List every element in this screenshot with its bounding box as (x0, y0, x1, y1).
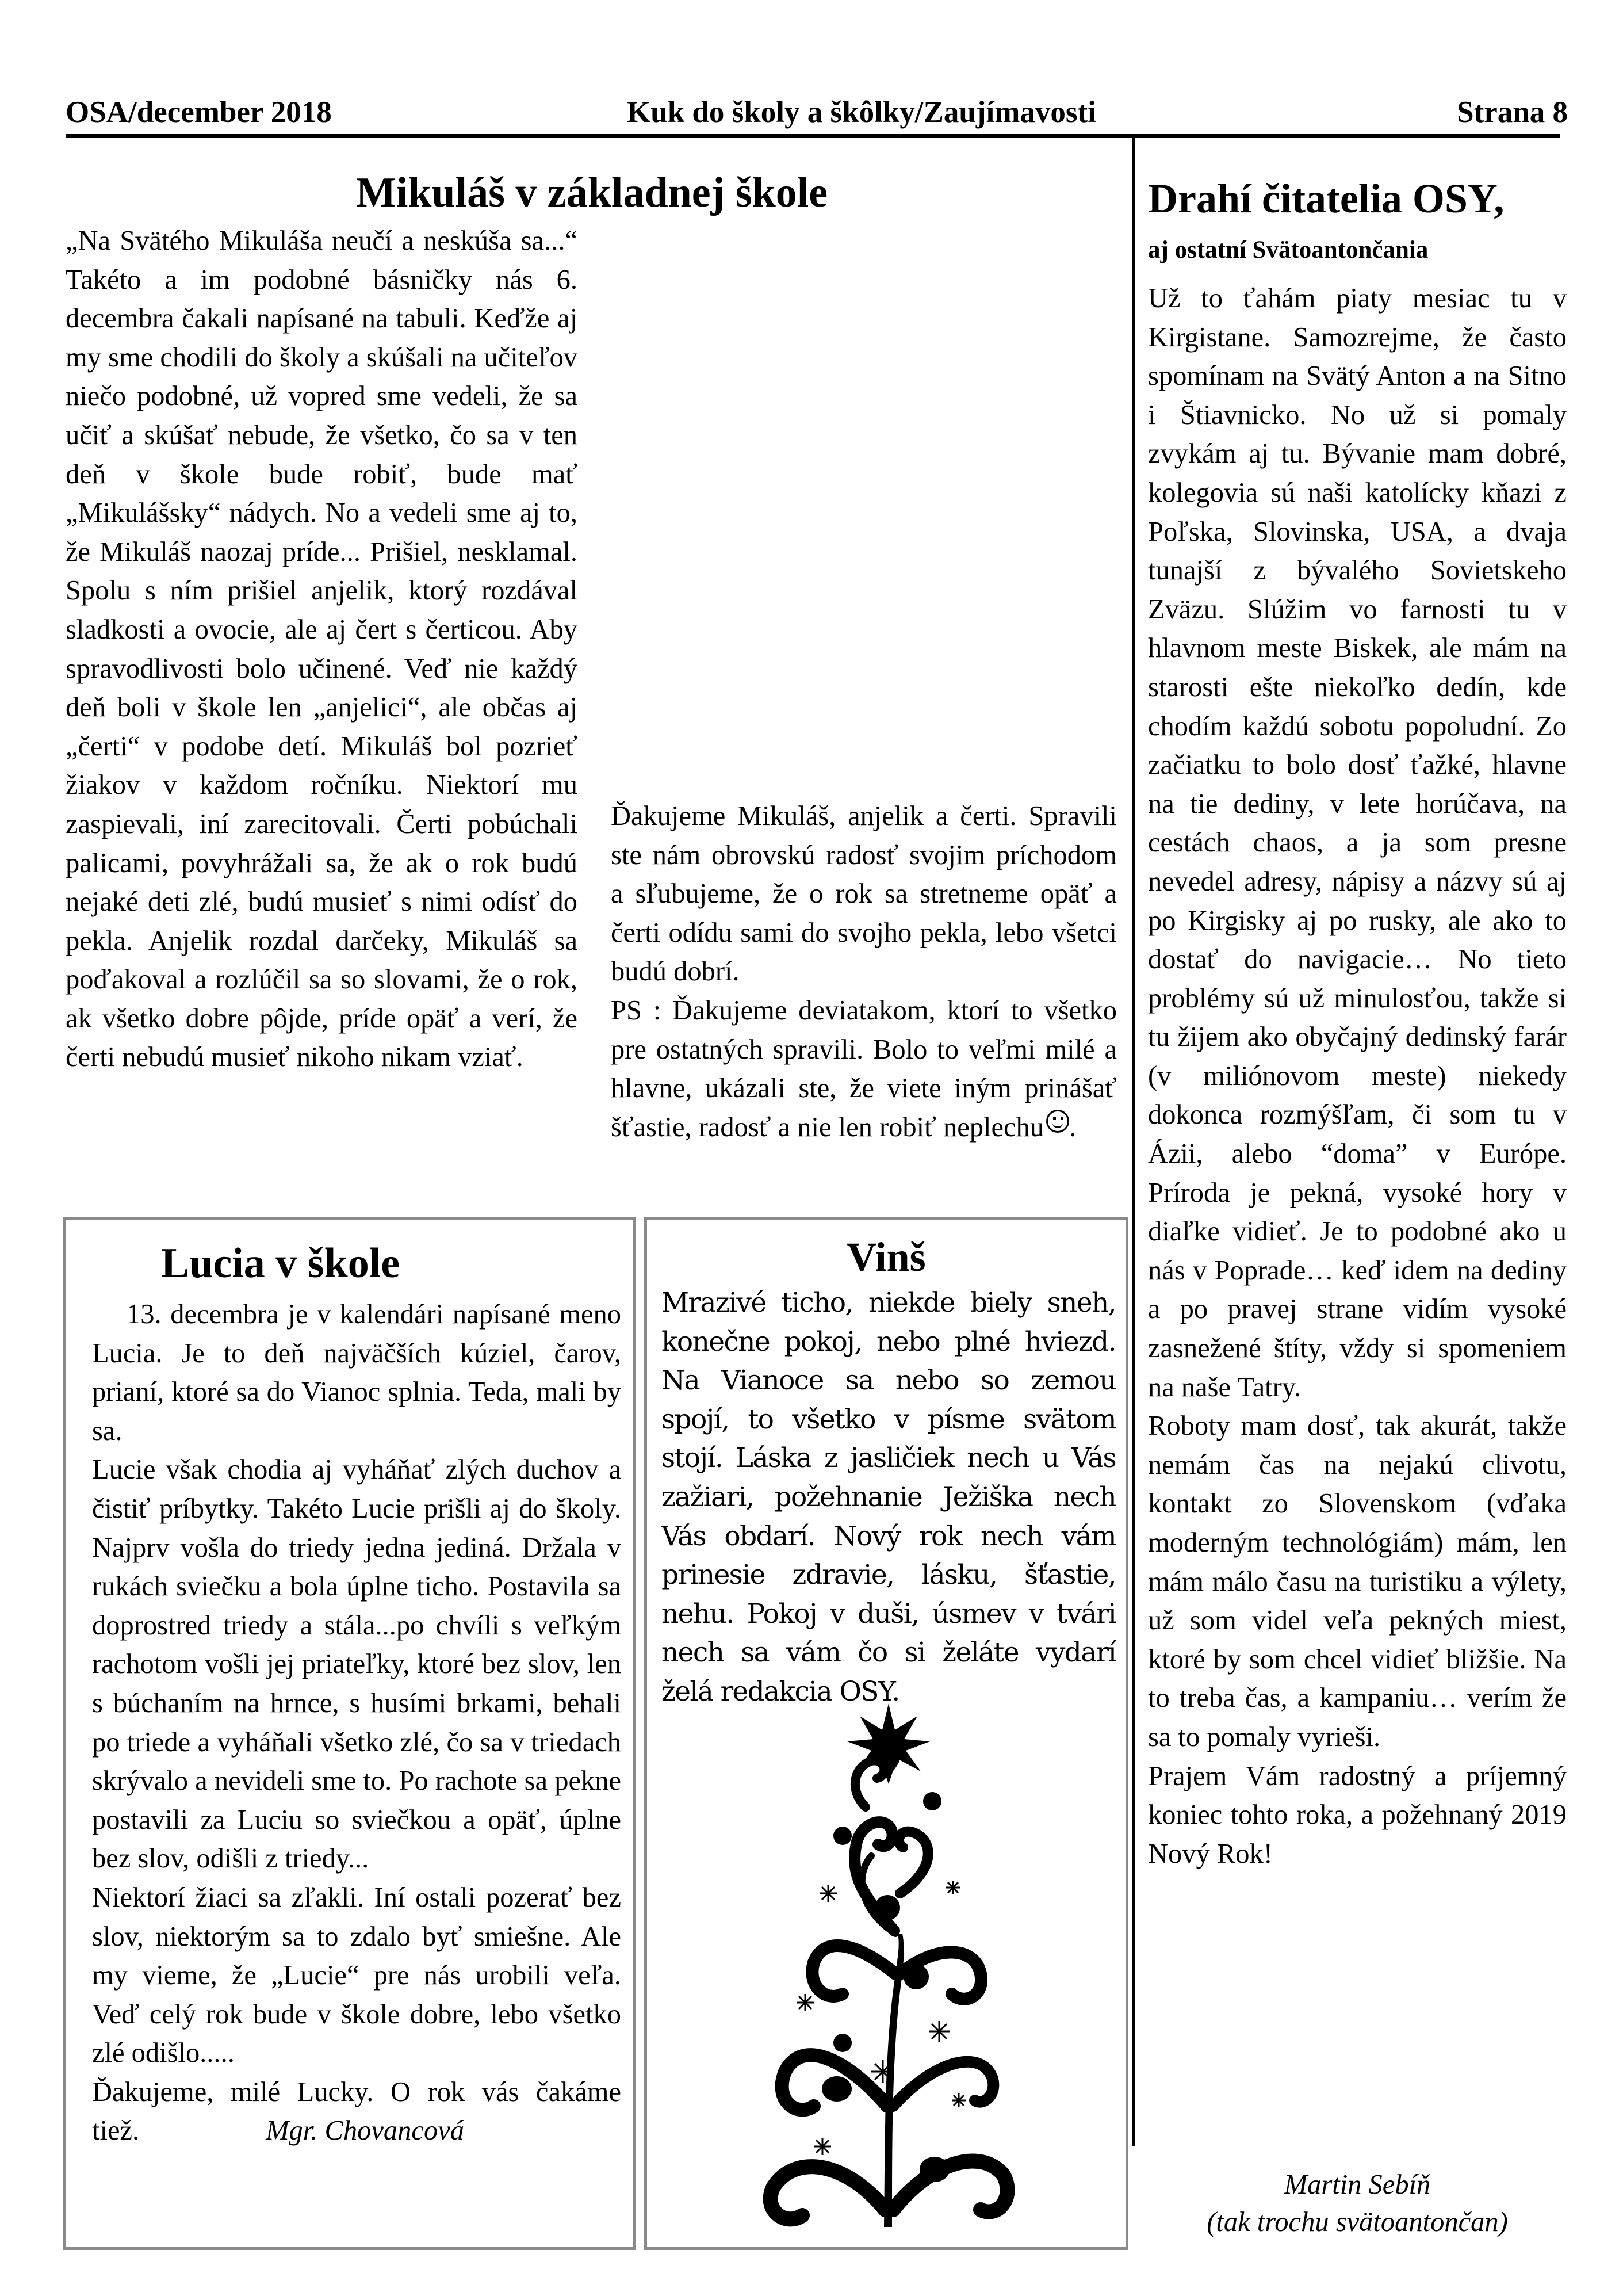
letter-subtitle: aj ostatní Svätoantončania (1148, 236, 1429, 263)
bauble-icon (875, 1895, 900, 1920)
smiley-face-icon (1046, 1110, 1069, 1133)
snowflake-icon (814, 2138, 831, 2155)
snowflake-icon (820, 1885, 837, 1902)
lucia-paragraph: 13. decembra je v kalendári napísané meno Lucia. Je to deň najväčších kúziel, čarov, prianí, ktoré sa do Vianoc splnia. Teda, mali by sa. (92, 1299, 621, 1446)
vins-title: Vinš (847, 1234, 926, 1280)
mikulas-ps-paragraph (611, 991, 1117, 1147)
christmas-tree-illustration (762, 1703, 1015, 2238)
page-number: Strana 8 (1457, 95, 1568, 129)
snowflake-icon (946, 1881, 960, 1894)
letter-title: Drahí čitatelia OSY, (1148, 175, 1505, 221)
bauble-icon (822, 2076, 852, 2102)
section-title: Kuk do školy a škôlky/Zaujímavosti (627, 95, 1096, 129)
snowflake-icon (871, 2060, 894, 2083)
mikulas-article-body (66, 221, 577, 1077)
issue-label: OSA/december 2018 (66, 95, 332, 129)
bauble-icon (923, 1792, 941, 1810)
letter-signature (1148, 2166, 1567, 2241)
lucia-paragraph-last (92, 2073, 621, 2150)
vins-box (644, 1217, 1128, 2250)
mikulas-body-text: „Na Svätého Mikuláša neučí a neskúša sa...“ Takéto a im podobné básničky nás 6. decembra čakali napísané na tabuli. Keďže aj my sme chodili do školy a skúšali na učiteľov niečo podobné, už vopred sme vedeli, že sa učiť a skúšať nebude, že všetko, čo sa v ten deň v škole bude robiť, bude mať „Mikulášsky“ nádych. No a vedeli sme aj to, že Mikuláš naozaj príde... Prišiel, nesklamal. Spolu s ním prišiel anjelik, ktorý rozdával sladkosti a ovocie, ale aj čert s čerticou. Aby spravodlivosti bolo učinené. Veď nie každý deň boli v škole len „anjelici“, ale občas aj „čerti“ v podobe detí. Mikuláš bol pozrieť žiakov v každom ročníku. Niektorí mu zaspievali, iní zarecitovali. Čerti pobúchali palicami, povyhrážali sa, že ak o rok budú nejaké deti zlé, budú musieť s nimi odísť do pekla. Anjelik rozdal darčeky, Mikuláš sa poďakoval a rozlúčil sa so slovami, že o rok, ak všetko dobre pôjde, príde opäť a verí, že čerti nebudú musieť nikoho nikam vziať. (66, 226, 577, 1073)
lucia-closing-text: Ďakujeme, milé Lucky. O rok vás čakáme tiež. (92, 2076, 621, 2146)
bauble-icon (920, 2157, 950, 2182)
letter-body (1148, 279, 1567, 1873)
vins-text: Mrazivé ticho, niekde biely sneh, konečne pokoj, nebo plné hviezd. Na Vianoce sa nebo so zemou spojí, to všetko v písme svätom stojí. Láska z jasličiek nech u Vás zažiari, požehnanie Ježiška nech Vás obdarí. Nový rok nech vám prinesie zdravie, lásku, šťastie, nehu. Pokoj v duši, úsmev v tvári nech sa vám čo si želáte vydarí želá redakcia OSY. (661, 1287, 1116, 1707)
mikulas-ps-end: . (1069, 1111, 1077, 1143)
lucia-paragraph: Lucie však chodia aj vyháňať zlých duchov a čistiť príbytky. Takéto Lucie prišli aj do školy. Najprv vošla do triedy jedna jediná. Držala v rukách sviečku a bola úplne ticho. Postavila sa doprostred triedy a stála...po chvíli s veľkým rachotom vošli jej priateľky, ktoré bez slov, len s búchaním na hrnce, s husími brkami, behali po triede a vyháňali všetko zlé, čo sa v triedach skrývalo a nevideli sme to. Po rachote sa pekne postavili za Luciu so sviečkou a opäť, úplne bez slov, odišli z triedy... (92, 1454, 621, 1874)
bauble-icon (833, 2034, 852, 2052)
lucia-article-box (63, 1217, 636, 2250)
letter-paragraph: Roboty mam dosť, tak akurát, takže nemám čas na nejakú clivotu, kontakt zo Slovenskom (vďaka moderným technológiám) mám, len mám málo času na turistiku a výlety, už som videl veľa pekných miest, ktoré by som chcel vidieť bližšie. Na to treba čas, a kampaniu… verím že sa to pomaly vyrieši. (1148, 1411, 1567, 1752)
snowflake-icon (952, 2093, 966, 2107)
letter-signature-name: Martin Sebíň (1284, 2169, 1431, 2200)
mikulas-article-title: Mikuláš v základnej škole (355, 169, 828, 216)
snowflake-icon (929, 2021, 950, 2042)
mikulas-thanks-paragraph: Ďakujeme Mikuláš, anjelik a čerti. Spravili ste nám obrovskú radosť svojim príchodom a sľubujeme, že o rok sa stretneme opäť a čerti odídu sami do svojho pekla, lebo všetci budú dobrí. (611, 801, 1117, 987)
bauble-icon (833, 1827, 852, 1845)
lucia-article-title: Lucia v škole (160, 1240, 400, 1287)
letter-signature-note: (tak trochu svätoantončan) (1207, 2207, 1508, 2237)
bauble-icon (904, 1964, 929, 1989)
snowflake-icon (797, 1994, 814, 2011)
snowflake-icon (837, 2168, 851, 2182)
lucia-article-body (92, 1295, 621, 2150)
letter-paragraph: Už to ťahám piaty mesiac tu v Kirgistane. Samozrejme, že často spomínam na Svätý Anton a na Sitno i Štiavnicko. No už si pomaly zvykám aj tu. Bývanie mam dobré, kolegovia sú naši katolícky kňazi z Poľska, Slovinska, USA, a dvaja tunajší z bývalého Sovietskeho Zväzu. Slúžim vo farnosti tu v hlavnom meste Biskek, ale mám na starosti ešte niekoľko dedín, kde chodím každú sobotu popoludní. Zo začiatku to bolo dosť ťažké, hlavne na tie dediny, v lete horúčava, na cestách chaos, a ja som presne nevedel adresy, nápisy a názvy sú aj po Kirgisky aj po rusky, ale ako to dostať do navigacie… No tieto problémy sú už minulosťou, takže si tu žijem ako obyčajný dedinský farár (v miliónovom meste) niekedy dokonca rozmýšľam, či som tu v Ázii, alebo “doma” v Európe. Príroda je pekná, vysoké hory v diaľke vidieť. Je to podobné ako u nás v Poprade… keď idem na dediny a po pravej strane vidím vysoké zasnežené štíty, vždy si spomeniem na naše Tatry. (1148, 283, 1567, 1403)
lucia-signature: Mgr. Chovancová (266, 2115, 464, 2146)
column-divider (1132, 138, 1135, 2146)
mikulas-article-thanks (611, 797, 1117, 1147)
lucia-paragraph: Niektorí žiaci sa zľakli. Iní ostali pozerať bez slov, niektorým sa to zdalo byť smiešne. Ale my vieme, že „Lucie“ pre nás urobili veľa. Veď celý rok bude v škole dobre, lebo všetko zlé odišlo..... (92, 1882, 621, 2069)
letter-paragraph: Prajem Vám radostný a príjemný koniec tohto roka, a požehnaný 2019 Nový Rok! (1148, 1760, 1567, 1869)
mikulas-ps-text: PS : Ďakujeme deviatakom, ktorí to všetko pre ostatných spravili. Bolo to veľmi milé a hlavne, ukázali ste, že viete iným prinášať šťastie, radosť a nie len robiť neplechu (611, 995, 1117, 1143)
header-rule (66, 134, 1560, 138)
